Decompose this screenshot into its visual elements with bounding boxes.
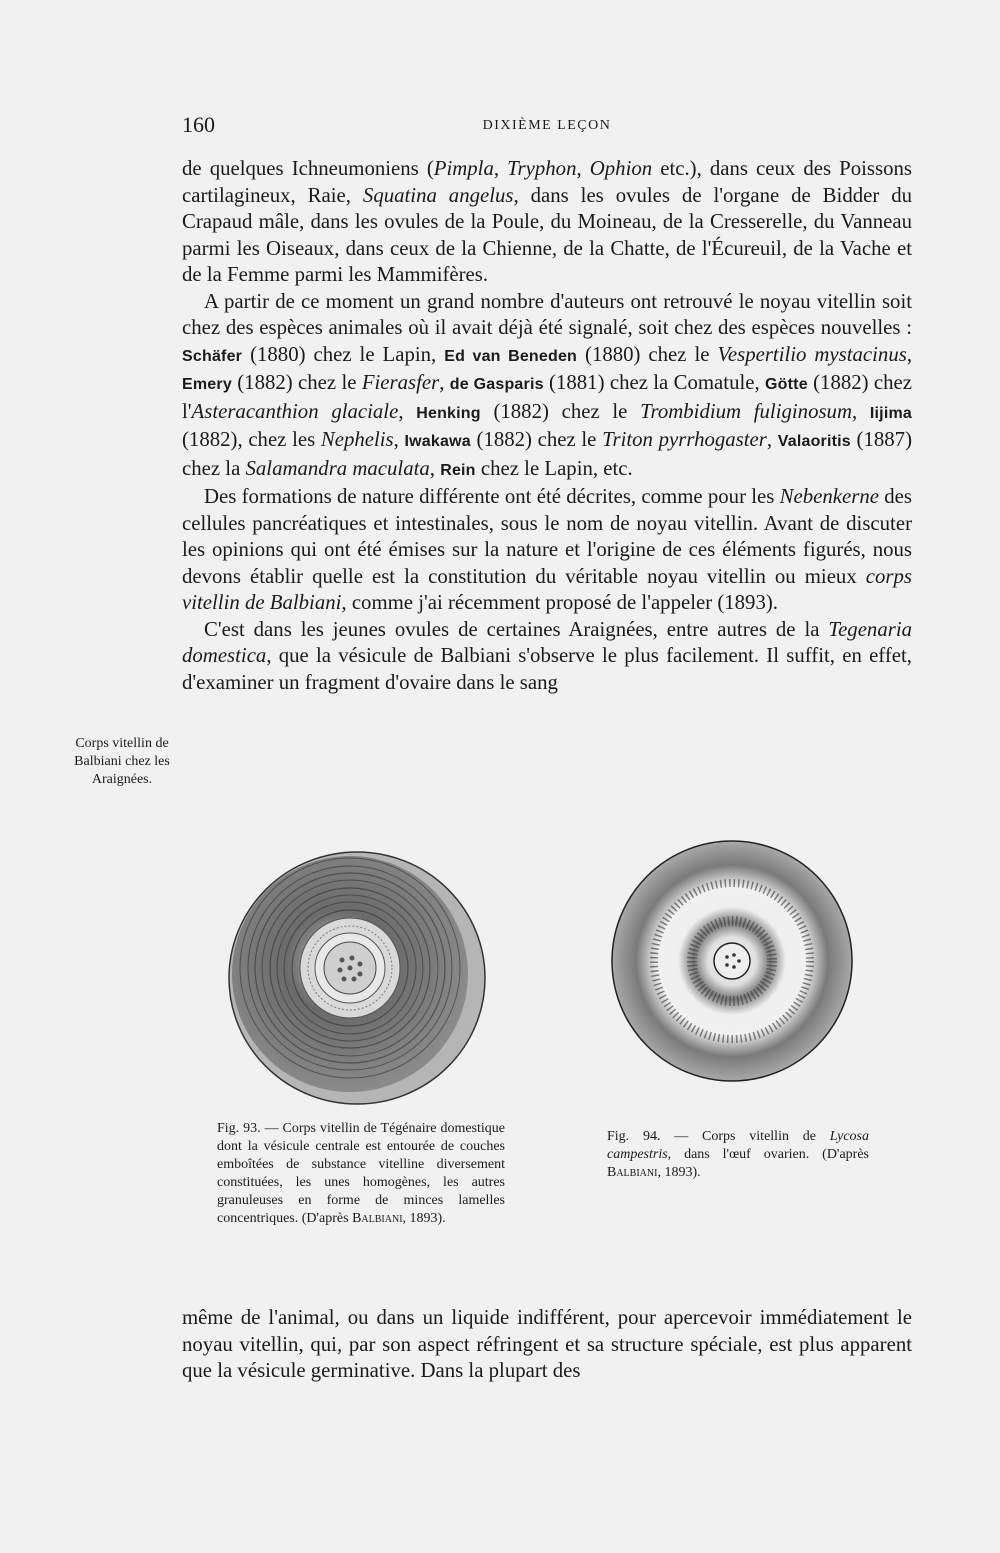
taxon-name: Squatina angelus <box>362 183 514 207</box>
paragraph-5: même de l'animal, ou dans un liquide indifférent, pour apercevoir immédiatement le noyau vitellin, qui, par son aspect réfringent et sa structure spéciale, est plus apparent que la vésicule germinative. Dans la plupart des <box>182 1306 912 1382</box>
text-run: (1882) chez le <box>470 428 603 451</box>
author-name: Henking <box>416 404 481 422</box>
text-run: , <box>906 342 913 366</box>
text-run: , <box>393 428 405 451</box>
figures-block <box>182 828 912 1278</box>
author-name: Schäfer <box>182 347 243 365</box>
text-run: , <box>429 456 441 480</box>
text-run: (1882) chez l' <box>182 371 913 423</box>
caption-text: , dans l'œuf ovarien. (D'après <box>667 1147 869 1162</box>
body-text-top <box>182 156 912 696</box>
text-run: , <box>493 157 508 180</box>
text-run: A partir de ce moment un grand nombre d'auteurs ont retrouvé le noyau vitellin soit chez des espèces animales où il avait déjà été signalé, soit chez des espèces nouvelles : <box>182 289 912 339</box>
body-text-bottom <box>182 1305 912 1385</box>
text-run: (1882) chez le <box>480 399 641 423</box>
caption-author: Balbiani <box>352 1211 403 1226</box>
text-run: , <box>766 428 778 451</box>
caption-taxon: Lycosa campestris <box>607 1129 869 1162</box>
author-name: Rein <box>440 461 476 479</box>
taxon-name: Nephelis <box>320 428 394 451</box>
page-number: 160 <box>182 112 215 137</box>
caption-text: , 1893). <box>657 1165 701 1180</box>
caption-text: Fig. 94. — Corps vitellin de <box>607 1129 830 1144</box>
paragraph-3 <box>182 484 912 617</box>
caption-text: Fig. 93. — Corps vitellin de Tégénaire domestique dont la vésicule centrale est entourée de couches emboîtées de substance vitelline diversement constituées, les unes homogènes, les autres granuleuses en forme de minces lamelles concentriques. (D'après <box>217 1121 505 1226</box>
author-name: Emery <box>182 376 232 393</box>
paragraph-2 <box>182 289 912 485</box>
taxon-name: Tryphon <box>507 157 577 180</box>
author-name: Iijima <box>869 404 912 422</box>
text-run: , <box>576 157 590 180</box>
page-header <box>182 112 912 142</box>
caption-author: Balbiani <box>607 1165 658 1180</box>
paragraph-1 <box>182 156 912 289</box>
text-run: (1882) chez le <box>231 371 362 394</box>
author-name: Iwakawa <box>404 433 471 450</box>
text-run: Des formations de nature différente ont été décrites, comme pour les <box>204 485 780 508</box>
taxon-name: Salamandra maculata <box>245 456 430 480</box>
margin-note: Corps vitellin de Balbiani chez les Araignées. <box>74 736 170 787</box>
taxon-name: Pimpla <box>433 157 494 180</box>
text-run: C'est dans les jeunes ovules de certaines Araignées, entre autres de la <box>204 617 829 641</box>
taxon-name: Ophion <box>589 157 653 180</box>
text-run: , <box>439 371 450 394</box>
text-run: (1880) chez le <box>577 342 718 366</box>
text-run: , <box>398 399 417 423</box>
text-run: (1881) chez la Comatule, <box>543 371 766 394</box>
taxon-name: Fierasfer <box>361 371 440 394</box>
author-name: Götte <box>765 376 808 393</box>
text-run: chez le Lapin, etc. <box>475 456 633 480</box>
fig-93-caption <box>217 1120 505 1228</box>
text-run: etc.), dans ceux des Poissons cartilagineux, Raie, <box>182 157 913 207</box>
text-run: (1887) chez la <box>182 428 913 480</box>
text-run: (1882), chez les <box>182 428 321 451</box>
text-run: des cellules pancréatiques et intestinales, sous le nom de noyau vitellin. Avant de discuter les opinions qui ont été émises sur la nature et l'origine de ces éléments figurés, nous devons établir quelle est la constitution du véritable noyau vitellin ou mieux <box>182 485 913 588</box>
taxon-name: Trombidium fuliginosum <box>640 399 852 423</box>
running-head: DIXIÈME LEÇON <box>482 118 612 133</box>
author-name: de Gasparis <box>449 376 544 393</box>
taxon-name: Tegenaria domestica <box>182 617 912 667</box>
text-run: de quelques Ichneumoniens ( <box>182 157 434 180</box>
text-run: , que la vésicule de Balbiani s'observe le plus facilement. Il suffit, en effet, d'examiner un fragment d'ovaire dans le sang <box>182 644 912 694</box>
taxon-name: Asteracanthion glaciale <box>191 399 399 423</box>
fig-93-illustration <box>222 840 492 1110</box>
fig-94-illustration <box>607 836 857 1086</box>
paragraph-4 <box>182 617 912 697</box>
taxon-name: Vespertilio mystacinus <box>717 342 907 366</box>
author-name: Ed van Beneden <box>444 347 578 365</box>
text-run: , <box>851 399 870 423</box>
fig-94-caption <box>607 1128 869 1182</box>
term-italic: corps vitellin de Balbiani <box>182 564 912 614</box>
caption-text: , 1893). <box>402 1211 446 1226</box>
text-run: (1880) chez le Lapin, <box>242 342 445 366</box>
author-name: Valaoritis <box>777 433 851 450</box>
taxon-name: Triton pyrrhogaster <box>602 428 767 451</box>
text-run: , dans les ovules de l'organe de Bidder du Crapaud mâle, dans les ovules de la Poule, du Moineau, de la Cresserelle, du Vanneau parmi les Oiseaux, dans ceux de la Chienne, de la Chatte, de l'Écureuil, de la Vache et de la Femme parmi les Mammifères. <box>182 183 913 286</box>
text-run: , comme j'ai récemment proposé de l'appeler (1893). <box>341 591 778 614</box>
term-italic: Nebenkerne <box>779 485 879 508</box>
